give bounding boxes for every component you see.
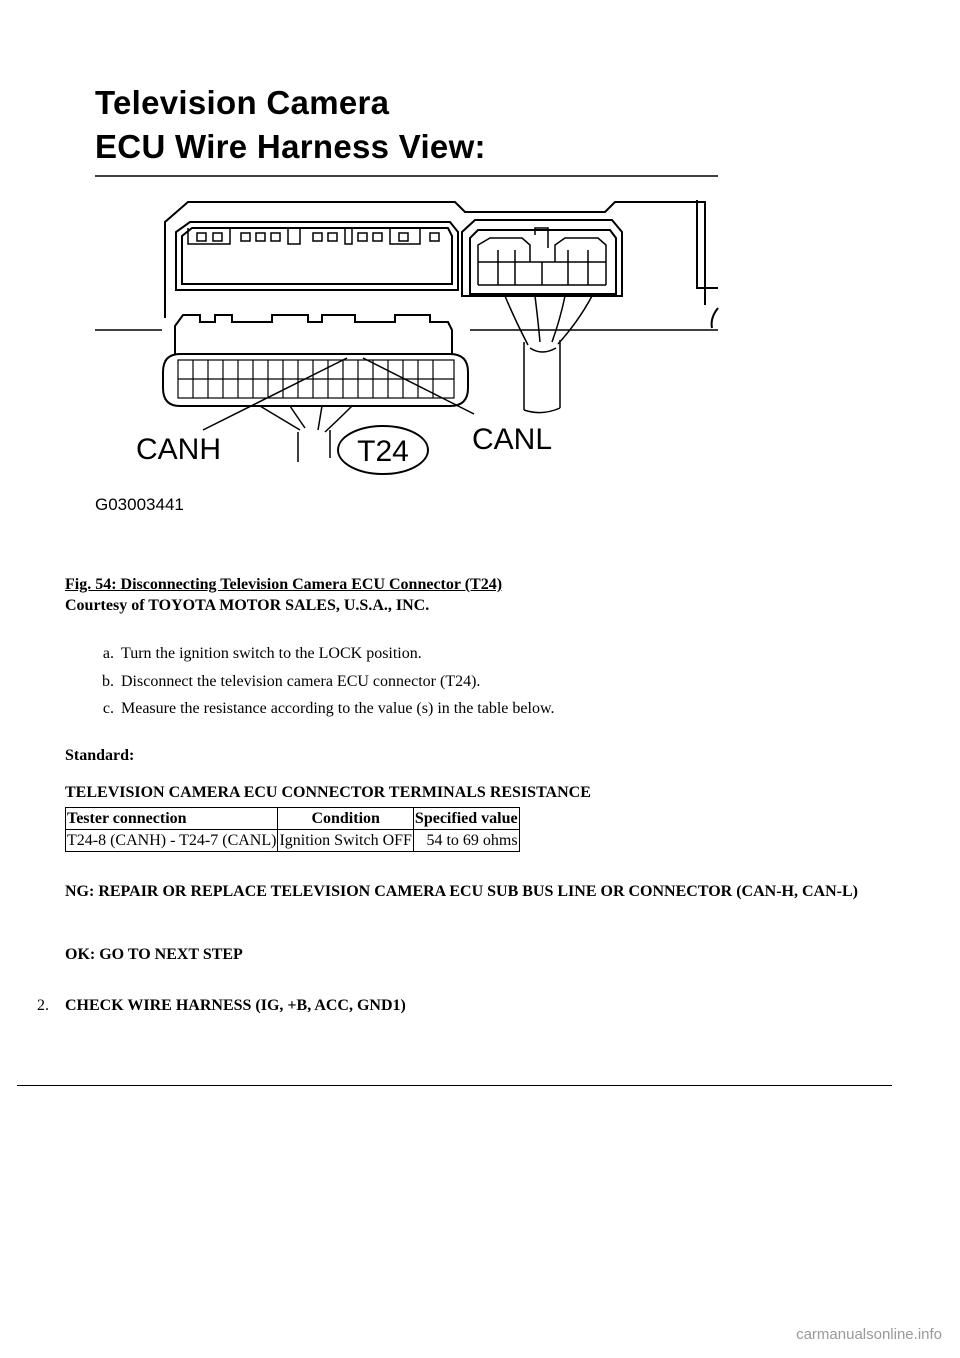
label-canl: CANL (472, 423, 553, 456)
ng-instruction: NG: REPAIR OR REPLACE TELEVISION CAMERA ECU SUB BUS LINE OR CONNECTOR (CAN-H, CAN-L) (65, 883, 858, 900)
procedure-steps (72, 640, 554, 723)
column-header: Tester connection (66, 808, 278, 830)
ok-instruction: OK: GO TO NEXT STEP (65, 946, 243, 963)
step-item (72, 668, 554, 696)
column-header: Specified value (413, 808, 519, 830)
label-canh: CANH (136, 433, 222, 466)
ecu-body (95, 200, 718, 330)
right-socket-grid (478, 228, 606, 285)
courtesy-line: Courtesy of TOYOTA MOTOR SALES, U.S.A., INC. (65, 597, 430, 614)
right-harness-wires (505, 296, 592, 413)
next-step-text: CHECK WIRE HARNESS (IG, +B, ACC, GND1) (65, 997, 406, 1014)
step-item (72, 695, 554, 723)
step-text: Disconnect the television camera ECU connector (T24). (121, 672, 481, 690)
next-step-item (37, 997, 406, 1015)
connector-diagram (0, 0, 960, 560)
diagram-title-line2: ECU Wire Harness View: (95, 128, 486, 165)
page-divider (17, 1085, 892, 1086)
resistance-table (65, 807, 520, 852)
table-cell: Ignition Switch OFF (278, 830, 413, 852)
step-text: Measure the resistance according to the value (s) in the table below. (121, 700, 555, 717)
step-item (72, 640, 554, 668)
table-cell: T24-8 (CANH) - T24-7 (CANL) (66, 830, 278, 852)
step-text: Turn the ignition switch to the LOCK position. (121, 645, 422, 662)
step-letter: a. (102, 645, 114, 662)
watermark: carmanualsonline.info (796, 1326, 942, 1343)
table-cell: 54 to 69 ohms (413, 830, 519, 852)
figure-code: G03003441 (95, 495, 184, 514)
left-socket-pins (188, 228, 439, 244)
column-header: Condition (278, 808, 413, 830)
table-row (66, 830, 520, 852)
next-step-number: 2. (37, 997, 49, 1014)
step-letter: b. (102, 672, 114, 690)
table-header-row (66, 808, 520, 830)
t24-terminal-grid (178, 360, 454, 398)
label-t24: T24 (357, 435, 409, 468)
diagram-title-line1: Television Camera (95, 84, 390, 121)
table-title: TELEVISION CAMERA ECU CONNECTOR TERMINALS RESISTANCE (65, 784, 591, 801)
standard-label: Standard: (65, 747, 135, 764)
figure-caption: Fig. 54: Disconnecting Television Camera ECU Connector (T24) (65, 576, 503, 593)
step-letter: c. (102, 700, 114, 717)
canh-leader-line (203, 358, 347, 430)
